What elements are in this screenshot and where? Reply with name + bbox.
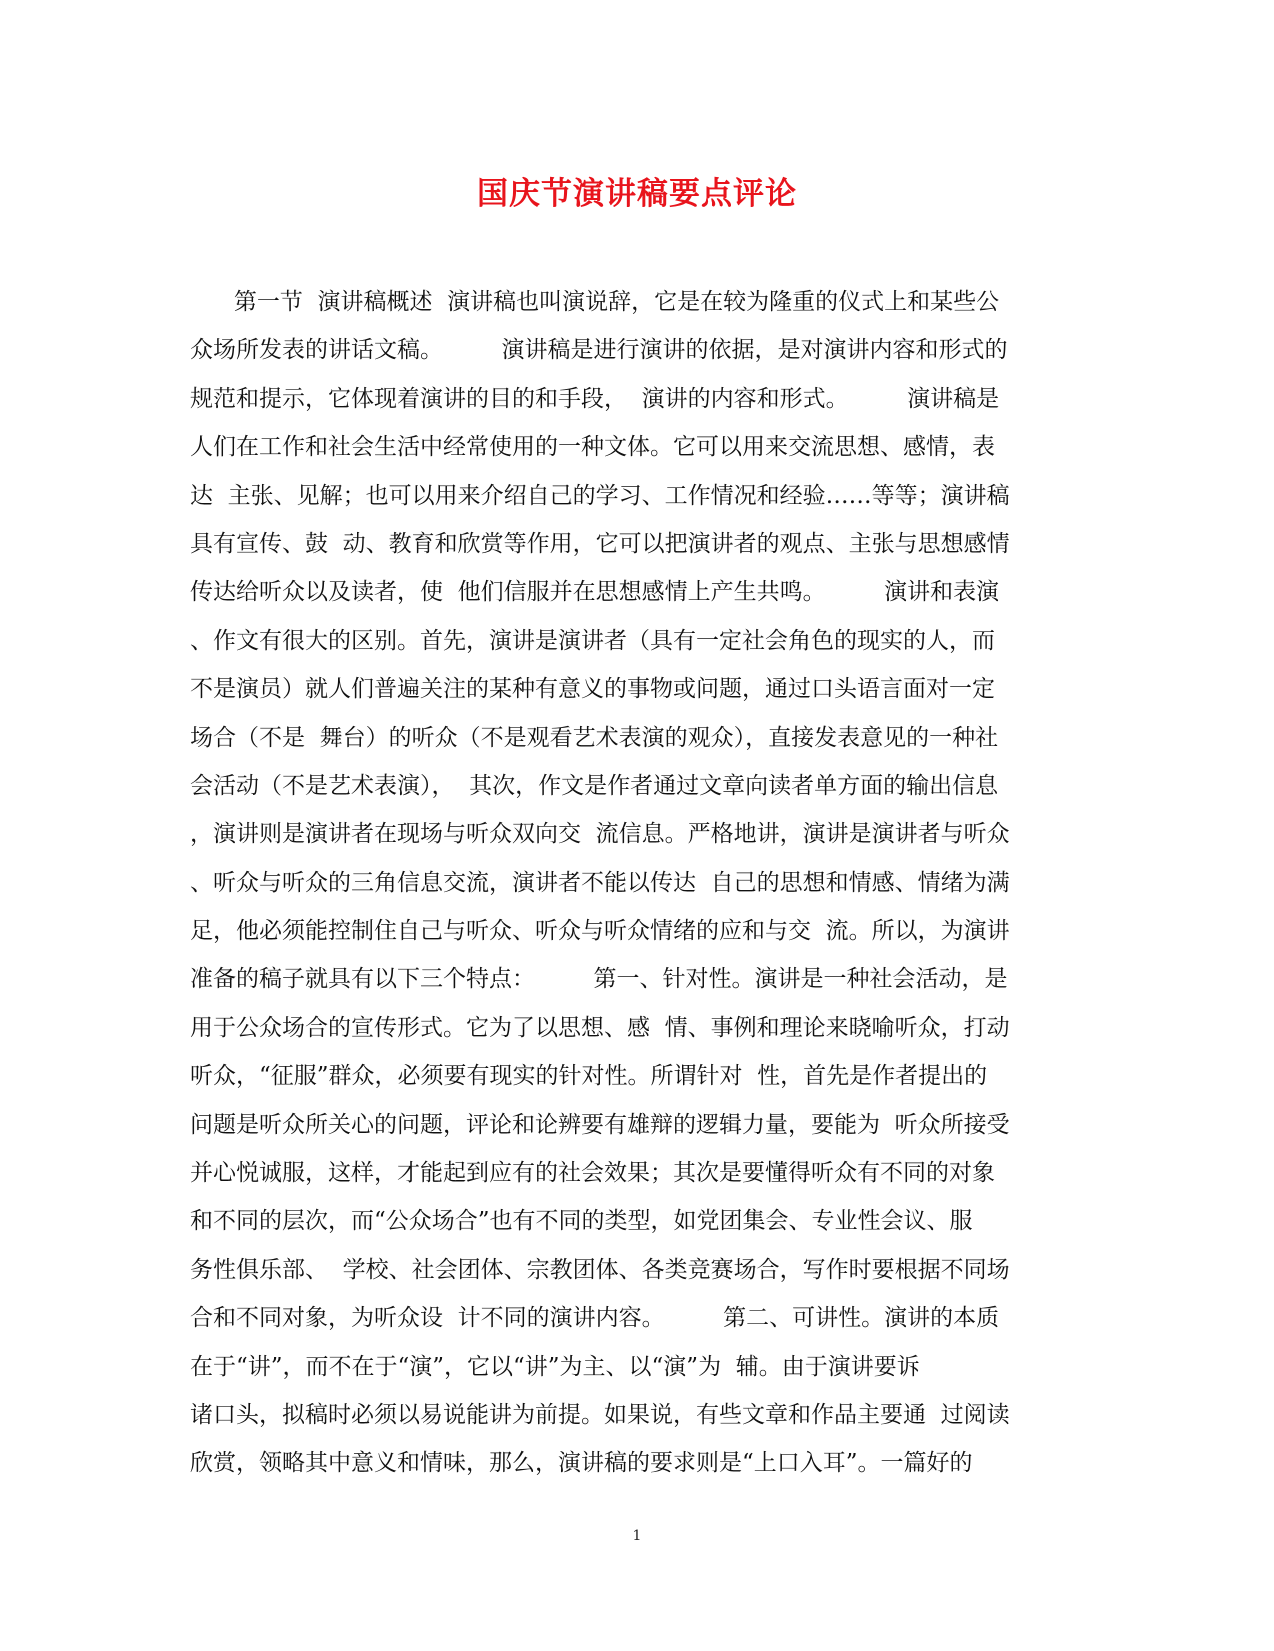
body-line: 务性俱乐部、 学校、社会团体、宗教团体、各类竞赛场合，写作时要根据不同场: [190, 1256, 1010, 1283]
body-line: 具有宣传、鼓 动、教育和欣赏等作用，它可以把演讲者的观点、主张与思想感情: [190, 530, 1010, 557]
body-line: 传达给听众以及读者，使 他们信服并在思想感情上产生共鸣。 演讲和表演: [190, 579, 1000, 606]
body-line: 、作文有很大的区别。首先，演讲是演讲者（具有一定社会角色的现实的人，而: [190, 627, 995, 654]
body-line: 问题是听众所关心的问题，评论和论辨要有雄辩的逻辑力量，要能为 听众所接受: [190, 1111, 1010, 1138]
page-number: 1: [632, 1528, 642, 1544]
body-line: 会活动（不是艺术表演）， 其次，作文是作者通过文章向读者单方面的输出信息: [190, 772, 999, 799]
document-title: 国庆节演讲稿要点评论: [477, 176, 797, 212]
body-line: 用于公众场合的宣传形式。它为了以思想、感 情、事例和理论来晓喻听众，打动: [190, 1014, 1010, 1041]
body-line: 、听众与听众的三角信息交流，演讲者不能以传达 自己的思想和情感、情绪为满: [190, 869, 1010, 896]
body-line: 众场所发表的讲话文稿。 演讲稿是进行演讲的依据，是对演讲内容和形式的: [190, 337, 1008, 364]
body-line: 不是演员）就人们普遍关注的某种有意义的事物或问题，通过口头语言面对一定: [190, 676, 995, 703]
body-line: 合和不同对象，为听众设 计不同的演讲内容。 第二、可讲性。演讲的本质: [190, 1305, 1000, 1332]
body-line: 听众，“征服”群众，必须要有现实的针对性。所谓针对 性，首先是作者提出的: [190, 1063, 988, 1090]
body-line: 足，他必须能控制住自己与听众、听众与听众情绪的应和与交 流。所以，为演讲: [190, 918, 1010, 945]
body-line: 人们在工作和社会生活中经常使用的一种文体。它可以用来交流思想、感情，表: [190, 434, 995, 461]
body-line: 诸口头，拟稿时必须以易说能讲为前提。如果说，有些文章和作品主要通 过阅读: [190, 1401, 1010, 1428]
body-line: 和不同的层次，而“公众场合”也有不同的类型，如党团集会、专业性会议、服: [190, 1208, 973, 1235]
document-body: [190, 278, 1080, 1488]
body-line: 达 主张、见解；也可以用来介绍自己的学习、工作情况和经验……等等；演讲稿: [190, 482, 1010, 509]
body-line: 第一节 演讲稿概述 演讲稿也叫演说辞，它是在较为隆重的仪式上和某些公: [190, 289, 1000, 315]
body-line: 场合（不是 舞台）的听众（不是观看艺术表演的观众），直接发表意见的一种社: [190, 724, 999, 751]
body-line: 欣赏，领略其中意义和情味，那么，演讲稿的要求则是“上口入耳”。一篇好的: [190, 1450, 973, 1477]
body-line: 并心悦诚服，这样，才能起到应有的社会效果；其次是要懂得听众有不同的对象: [190, 1160, 995, 1187]
body-line: 规范和提示，它体现着演讲的目的和手段， 演讲的内容和形式。 演讲稿是: [190, 385, 1000, 412]
body-line: ，演讲则是演讲者在现场与听众双向交 流信息。严格地讲，演讲是演讲者与听众: [190, 821, 1010, 848]
body-line: 在于“讲”，而不在于“演”，它以“讲”为主、以“演”为 辅。由于演讲要诉: [190, 1353, 920, 1380]
body-line: 准备的稿子就具有以下三个特点： 第一、针对性。演讲是一种社会活动，是: [190, 966, 1008, 993]
